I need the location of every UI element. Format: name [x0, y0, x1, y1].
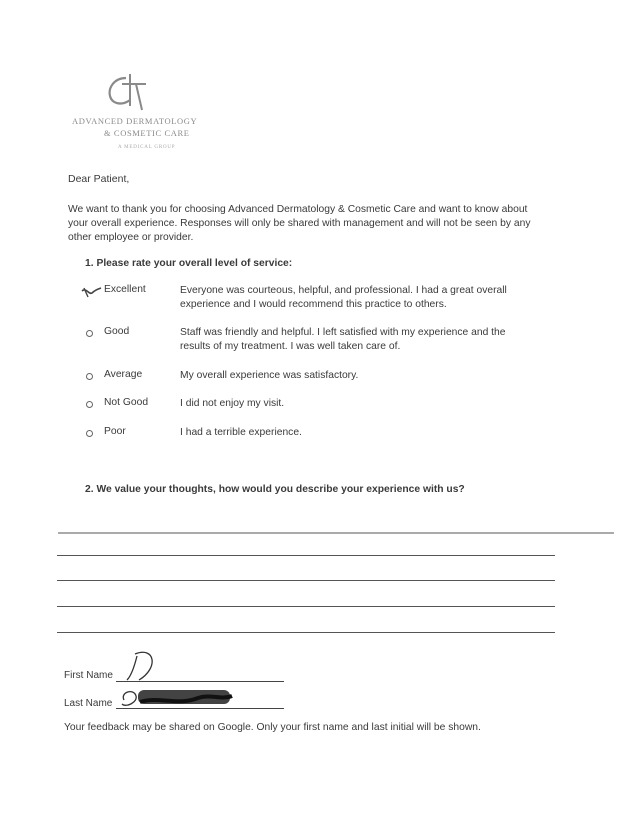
option-average-label: Average	[104, 369, 143, 380]
option-not-good-radio[interactable]	[86, 401, 93, 408]
option-excellent-label: Excellent	[104, 284, 146, 295]
option-not-good-label: Not Good	[104, 397, 149, 408]
answer-line-5[interactable]	[57, 632, 555, 633]
option-poor-radio[interactable]	[86, 430, 93, 437]
first-name-label: First Name	[64, 670, 113, 681]
redacted-last-name	[118, 686, 238, 712]
option-poor-label: Poor	[104, 426, 126, 437]
logo-name-line1: ADVANCED DERMATOLOGY	[72, 116, 198, 126]
option-good-description: Staff was friendly and helpful. I left satisfied with my experience and the results of my treatment. I was well taken care of.	[180, 327, 506, 352]
option-poor-description: I had a terrible experience.	[180, 427, 302, 438]
salutation: Dear Patient,	[68, 173, 130, 185]
question-2-title: 2. We value your thoughts, how would you describe your experience with us?	[85, 484, 465, 495]
question-1-title: 1. Please rate your overall level of service:	[85, 258, 293, 269]
first-name-value: David	[159, 657, 217, 681]
initials-text: HD	[534, 760, 574, 790]
option-average-radio[interactable]	[86, 373, 93, 380]
answer-line-3[interactable]	[57, 580, 555, 581]
handwritten-initials	[530, 755, 600, 791]
logo-tagline: A MEDICAL GROUP	[118, 145, 176, 150]
last-name-label: Last Name	[64, 698, 113, 709]
option-average-description: My overall experience was satisfactory.	[180, 370, 359, 381]
logo-name-line2: & COSMETIC CARE	[104, 128, 190, 138]
option-excellent-description: Everyone was courteous, helpful, and professional. I had a great overall experience and I would recommend this practice to others.	[180, 285, 507, 310]
answer-line-2[interactable]	[57, 555, 555, 556]
option-good-radio[interactable]	[86, 330, 93, 337]
practice-logo-icon	[100, 70, 160, 114]
footer-note: Your feedback may be shared on Google. Only your first name and last initial will be shown.	[64, 722, 481, 733]
option-not-good-description: I did not enjoy my visit.	[180, 398, 285, 409]
answer-line-4[interactable]	[57, 606, 555, 607]
handwritten-check-mark-icon	[80, 285, 102, 299]
handwritten-answer-text: Excellent - No waiting - Everyone was very nice	[64, 507, 604, 531]
option-good-label: Good	[104, 326, 130, 337]
handwritten-answer	[58, 506, 618, 536]
intro-paragraph: We want to thank you for choosing Advanced Dermatology & Cosmetic Care and want to know about your overall experience. Responses will only be shared with management and will not be seen by any other employee or provider.	[68, 204, 531, 243]
